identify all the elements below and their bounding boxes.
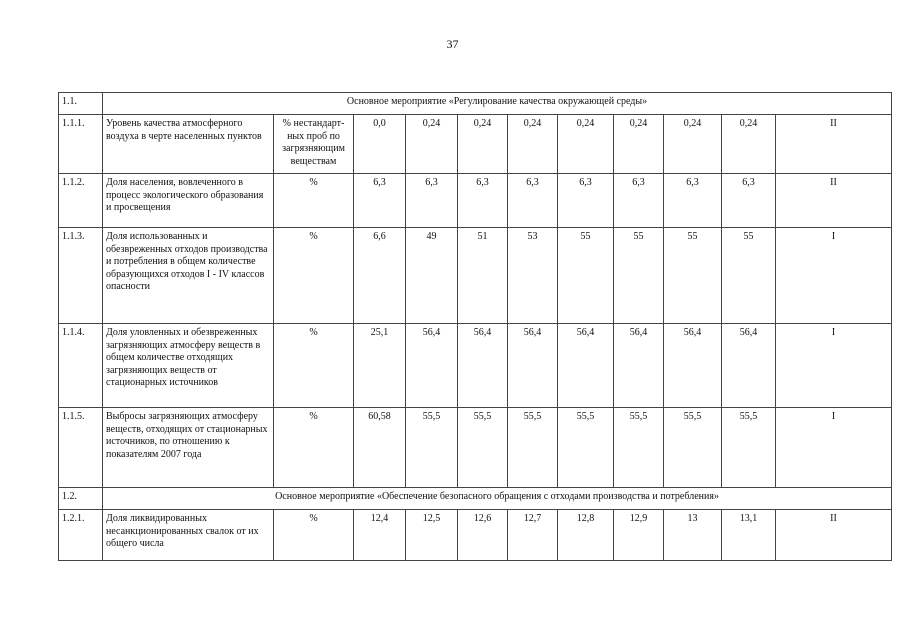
indicator-category: II [776,115,892,174]
indicator-value: 6,3 [558,174,614,228]
indicator-value: 56,4 [508,324,558,408]
indicator-row [59,228,892,324]
section-row [59,488,892,510]
indicator-row [59,115,892,174]
indicator-value: 55,5 [458,408,508,488]
indicator-name: Доля уловленных и обезвреженных загрязняющих атмосферу веществ в общем количестве отходящих загрязняющих веществ от стационарных источников [103,324,274,408]
indicator-value: 0,24 [406,115,458,174]
section-number: 1.2. [59,488,103,510]
indicator-value: 13 [664,510,722,561]
indicator-number: 1.2.1. [59,510,103,561]
indicator-value: 12,7 [508,510,558,561]
indicator-name: Доля ликвидированных несанкционированных свалок от их общего числа [103,510,274,561]
indicator-category: I [776,228,892,324]
section-title: Основное мероприятие «Регулирование качества окружающей среды» [103,93,892,115]
indicator-value: 55 [722,228,776,324]
indicator-value: 0,24 [614,115,664,174]
indicator-value: 6,3 [354,174,406,228]
indicator-name: Уровень качества атмосферного воздуха в черте населенных пунктов [103,115,274,174]
indicator-number: 1.1.4. [59,324,103,408]
indicator-name: Выбросы загрязняющих атмосферу веществ, отходящих от стационарных источников, по отношению к показателям 2007 года [103,408,274,488]
indicator-value: 55,5 [664,408,722,488]
indicator-row [59,174,892,228]
indicator-unit: % [274,408,354,488]
indicator-value: 55,5 [508,408,558,488]
indicator-value: 55,5 [614,408,664,488]
indicator-value: 56,4 [664,324,722,408]
indicator-value: 51 [458,228,508,324]
section-number: 1.1. [59,93,103,115]
indicator-unit: % нестандарт-ных проб по загрязняющим веществам [274,115,354,174]
indicator-value: 6,3 [458,174,508,228]
indicator-value: 12,8 [558,510,614,561]
indicator-value: 55 [614,228,664,324]
indicator-value: 55,5 [406,408,458,488]
indicator-value: 6,3 [508,174,558,228]
indicator-value: 56,4 [406,324,458,408]
indicator-value: 60,58 [354,408,406,488]
indicator-number: 1.1.2. [59,174,103,228]
indicator-value: 0,24 [664,115,722,174]
indicator-value: 0,24 [458,115,508,174]
indicator-value: 55,5 [722,408,776,488]
indicator-number: 1.1.3. [59,228,103,324]
indicator-value: 6,6 [354,228,406,324]
page-number: 37 [446,37,459,51]
indicator-value: 55 [664,228,722,324]
indicator-unit: % [274,174,354,228]
indicator-value: 56,4 [722,324,776,408]
indicator-value: 6,3 [614,174,664,228]
indicator-value: 12,9 [614,510,664,561]
indicator-value: 12,5 [406,510,458,561]
indicator-value: 0,24 [558,115,614,174]
indicator-value: 25,1 [354,324,406,408]
indicator-value: 53 [508,228,558,324]
indicator-value: 56,4 [558,324,614,408]
indicator-name: Доля населения, вовлеченного в процесс экологического образования и просвещения [103,174,274,228]
indicator-value: 0,0 [354,115,406,174]
section-row [59,93,892,115]
indicator-value: 6,3 [406,174,458,228]
indicator-category: I [776,324,892,408]
indicator-row [59,510,892,561]
indicator-value: 55,5 [558,408,614,488]
indicator-value: 6,3 [664,174,722,228]
indicator-number: 1.1.1. [59,115,103,174]
indicator-unit: % [274,228,354,324]
indicator-row [59,324,892,408]
indicator-value: 49 [406,228,458,324]
indicator-value: 55 [558,228,614,324]
indicators-table [58,92,892,561]
indicator-value: 0,24 [508,115,558,174]
indicator-row [59,408,892,488]
indicator-value: 56,4 [458,324,508,408]
indicator-category: II [776,510,892,561]
indicator-name: Доля использованных и обезвреженных отходов производства и потребления в общем количестве образующихся отходов I - IV классов опасности [103,228,274,324]
indicator-category: I [776,408,892,488]
indicator-value: 12,6 [458,510,508,561]
indicator-unit: % [274,324,354,408]
indicator-value: 6,3 [722,174,776,228]
indicator-value: 56,4 [614,324,664,408]
indicator-value: 12,4 [354,510,406,561]
indicator-unit: % [274,510,354,561]
section-title: Основное мероприятие «Обеспечение безопасного обращения с отходами производства и потребления» [103,488,892,510]
indicator-number: 1.1.5. [59,408,103,488]
indicator-category: II [776,174,892,228]
indicator-value: 0,24 [722,115,776,174]
indicator-value: 13,1 [722,510,776,561]
